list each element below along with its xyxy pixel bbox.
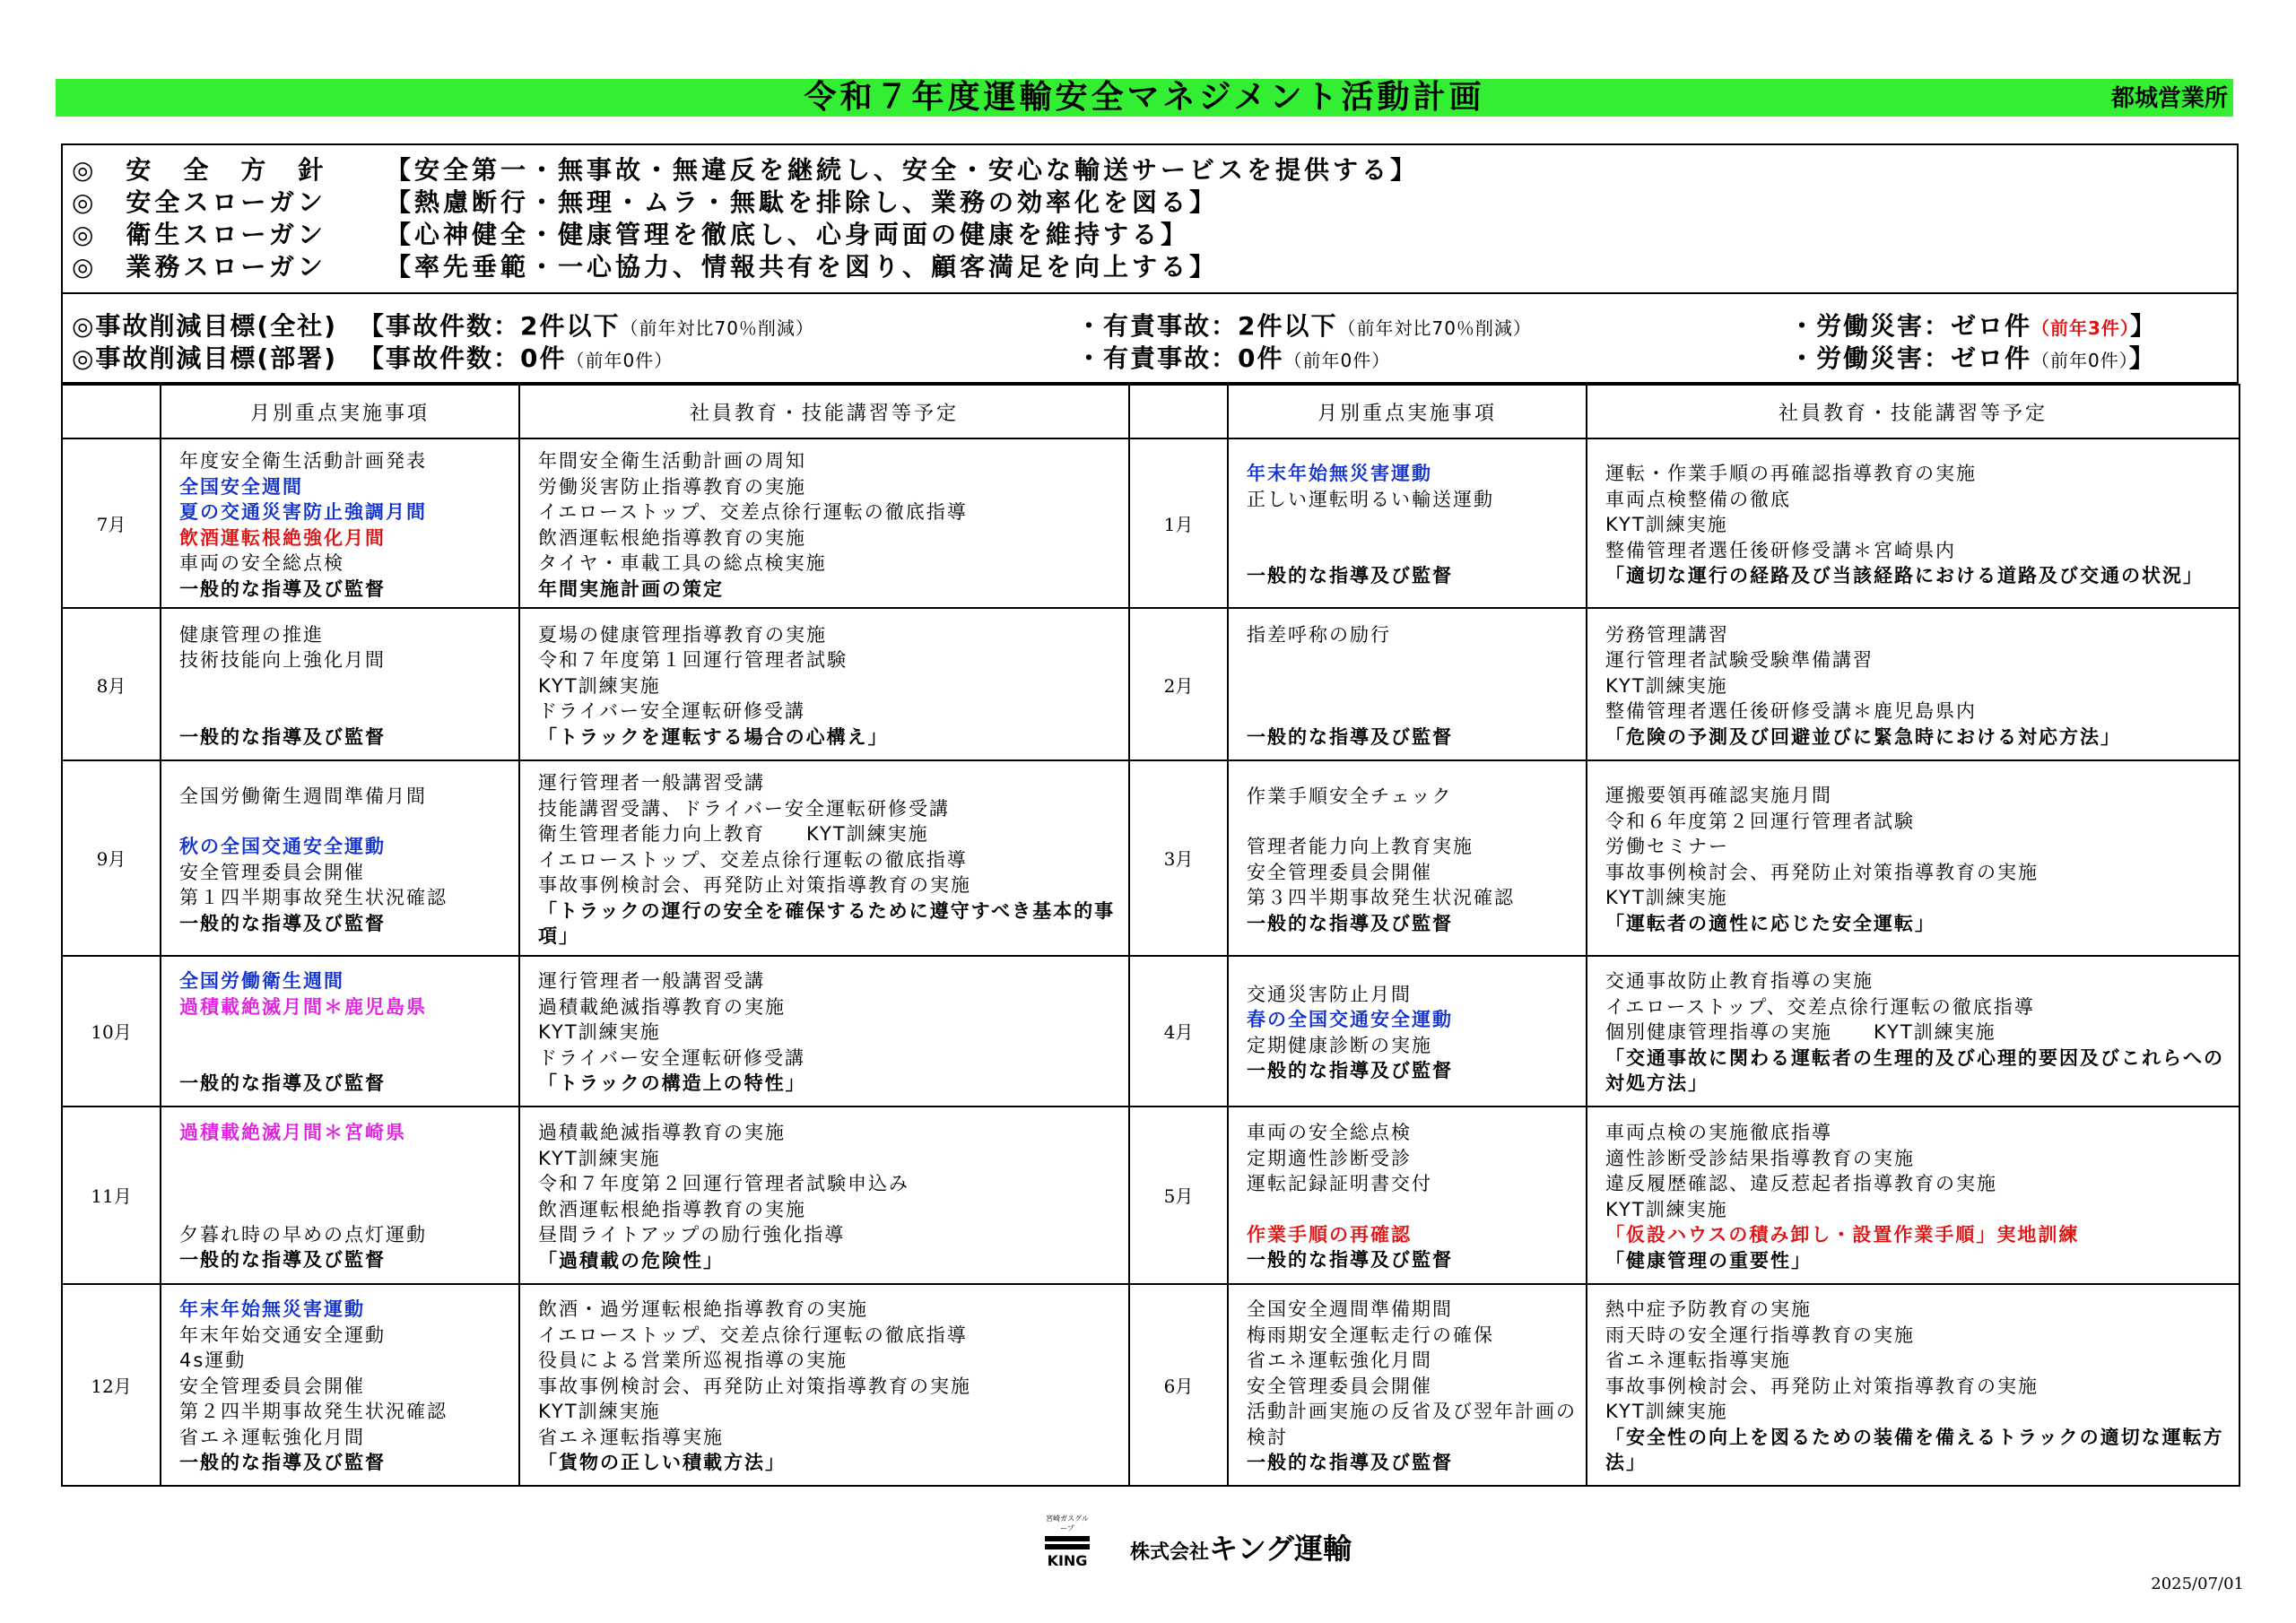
month-cell: 8月 <box>62 608 161 760</box>
list-item: 一般的な指導及び監督 <box>179 912 386 934</box>
list-item: 飲酒運転根絶指導教育の実施 <box>538 526 806 549</box>
policy-text: 【安全第一・無事故・無違反を継続し、安全・安心な輸送サービスを提供する】 <box>386 155 1420 185</box>
spacer <box>179 673 513 725</box>
brand-name: KING <box>1047 1552 1088 1569</box>
list-item: 一般的な指導及び監督 <box>1247 1060 1453 1081</box>
list-item: 「交通事故に関わる運転者の生理的及び心理的要因及びこれらへの対処方法」 <box>1605 1046 2224 1095</box>
list-item: 一般的な指導及び監督 <box>179 725 386 748</box>
education-cell <box>1587 956 2239 1107</box>
table-row <box>62 1284 2239 1486</box>
list-item: KYT訓練実施 <box>538 1401 661 1423</box>
list-item: 過積載絶滅指導教育の実施 <box>538 995 786 1018</box>
logo-bars-icon <box>1045 1536 1090 1549</box>
document-date: 2025/07/01 <box>2151 1575 2244 1593</box>
table-row <box>62 608 2239 760</box>
list-item: イエローストップ、交差点徐行運転の徹底指導 <box>1605 995 2035 1018</box>
list-item: 労務管理講習 <box>1605 623 1729 646</box>
list-item: 「仮設ハウスの積み卸し・設置作業手順」実地訓練 <box>1605 1224 2080 1245</box>
title-bar <box>56 79 2233 117</box>
list-item: 事故事例検討会、再発防止対策指導教育の実施 <box>538 1375 971 1397</box>
list-item: 正しい運転明るい輸送運動 <box>1247 488 1494 510</box>
list-item: 技能講習受講、ドライバー安全運転研修受講 <box>538 797 950 820</box>
list-item: 定期適性診断受診 <box>1247 1147 1412 1169</box>
list-item: 運転・作業手順の再確認指導教育の実施 <box>1605 463 1977 485</box>
education-cell <box>1587 438 2239 608</box>
month-cell: 12月 <box>62 1284 161 1486</box>
target-labor: ・労働災害：ゼロ件（前年0件）】 <box>1789 343 2156 373</box>
focus-cell <box>161 956 519 1107</box>
focus-cell <box>161 1284 519 1486</box>
month-header <box>1129 385 1228 438</box>
list-item: 年度安全衛生活動計画発表 <box>179 450 427 472</box>
spacer <box>1247 648 1580 725</box>
policy-row <box>72 251 2228 283</box>
focus-cell <box>161 760 519 956</box>
list-item: 年末年始交通安全運動 <box>179 1324 386 1346</box>
list-item: 4s運動 <box>179 1350 247 1372</box>
spacer <box>1247 1197 1580 1222</box>
table-row <box>62 760 2239 956</box>
list-item: 技術技能向上強化月間 <box>179 649 386 672</box>
list-item: 一般的な指導及び監督 <box>179 1072 386 1095</box>
list-item: 一般的な指導及び監督 <box>1247 1249 1453 1271</box>
focus-cell <box>161 438 519 608</box>
month-cell: 1月 <box>1129 438 1228 608</box>
list-item: 「危険の予測及び回避並びに緊急時における対応方法」 <box>1605 725 2121 748</box>
list-item: 個別健康管理指導の実施 KYT訓練実施 <box>1605 1021 1996 1044</box>
focus-cell <box>1228 956 1587 1107</box>
list-item: ドライバー安全運転研修受講 <box>538 700 805 723</box>
target-labor: ・労働災害：ゼロ件（前年3件）】 <box>1789 311 2157 341</box>
list-item: KYT訓練実施 <box>1605 1198 1728 1220</box>
list-item: 事故事例検討会、再発防止対策指導教育の実施 <box>1605 861 2039 883</box>
list-item: 「トラックを運転する場合の心構え」 <box>538 725 889 748</box>
target-row-department <box>72 339 2228 371</box>
list-item: イエローストップ、交差点徐行運転の徹底指導 <box>538 1324 968 1346</box>
list-item: 一般的な指導及び監督 <box>1247 565 1453 587</box>
list-item: 安全管理委員会開催 <box>1247 861 1432 883</box>
education-cell <box>519 1107 1129 1284</box>
education-cell <box>1587 760 2239 956</box>
list-item: 活動計画実施の反省及び翌年計画の検討 <box>1247 1401 1577 1448</box>
target-label: ◎事故削減目標(全社) <box>72 311 338 341</box>
education-header: 社員教育・技能講習等予定 <box>1587 385 2239 438</box>
list-item: 令和６年度第２回運行管理者試験 <box>1605 810 1915 832</box>
list-item: 夏の交通災害防止強調月間 <box>179 501 427 523</box>
list-item: 一般的な指導及び監督 <box>1247 725 1453 748</box>
list-item: 安全管理委員会開催 <box>179 861 365 883</box>
spacer <box>1247 512 1580 563</box>
policy-row <box>72 187 2228 219</box>
list-item: 飲酒運転根絶指導教育の実施 <box>538 1198 806 1220</box>
list-item: 指差呼称の励行 <box>1247 624 1391 646</box>
focus-cell <box>1228 438 1587 608</box>
list-item: 飲酒運転根絶強化月間 <box>179 526 386 549</box>
list-item: 運行管理者試験受験準備講習 <box>1605 649 1874 672</box>
list-item: 夕暮れ時の早めの点灯運動 <box>179 1223 427 1245</box>
target-accidents: 【事故件数：2件以下（前年対比70％削減） <box>359 311 814 341</box>
list-item: 年末年始無災害運動 <box>179 1298 365 1321</box>
list-item: 車両の安全総点検 <box>179 552 344 574</box>
list-item: 省エネ運転強化月間 <box>1247 1350 1432 1372</box>
focus-cell <box>1228 608 1587 760</box>
list-item: 全国労働衛生週間 <box>179 970 344 993</box>
page-title: 令和７年度運輸安全マネジメント活動計画 <box>804 79 1485 116</box>
list-item: 管理者能力向上教育実施 <box>1247 836 1474 857</box>
table-row <box>62 1107 2239 1284</box>
list-item: 過積載絶滅月間＊鹿児島県 <box>179 995 427 1018</box>
king-logo-mark <box>1045 1514 1090 1569</box>
policy-label: ◎ 安全スローガン <box>72 187 326 217</box>
list-item: 「適切な運行の経路及び当該経路における道路及び交通の状況」 <box>1605 565 2204 587</box>
list-item: 「貨物の正しい積載方法」 <box>538 1452 786 1474</box>
focus-cell <box>161 608 519 760</box>
focus-header: 月別重点実施事項 <box>1228 385 1587 438</box>
education-cell <box>519 956 1129 1107</box>
list-item: 労働災害防止指導教育の実施 <box>538 475 806 498</box>
list-item: 「安全性の向上を図るための装備を備えるトラックの適切な運転方法」 <box>1605 1426 2224 1474</box>
list-item: 第３四半期事故発生状況確認 <box>1247 887 1515 908</box>
list-item: 労働セミナー <box>1605 836 1729 858</box>
list-item: KYT訓練実施 <box>538 1021 661 1044</box>
group-name: 宮崎ガスグループ <box>1046 1515 1089 1532</box>
list-item: 夏場の健康管理指導教育の実施 <box>538 623 827 646</box>
list-item: 一般的な指導及び監督 <box>1247 1452 1453 1474</box>
list-item: 衛生管理者能力向上教育 KYT訓練実施 <box>538 823 929 845</box>
monthly-plan-table <box>61 384 2240 1487</box>
table-row <box>62 956 2239 1107</box>
list-item: 省エネ運転指導実施 <box>538 1426 724 1448</box>
list-item: 交通事故防止教育指導の実施 <box>1605 970 1874 993</box>
list-item: 定期健康診断の実施 <box>1247 1034 1432 1056</box>
company-logo <box>1045 1514 1359 1576</box>
list-item: 過積載絶滅月間＊宮崎県 <box>179 1122 406 1144</box>
policy-row <box>72 154 2228 187</box>
month-cell: 6月 <box>1129 1284 1228 1486</box>
list-item: 運搬要領再確認実施月間 <box>1605 785 1832 807</box>
list-item: 事故事例検討会、再発防止対策指導教育の実施 <box>1605 1375 2039 1397</box>
list-item: 違反履歴確認、違反惹起者指導教育の実施 <box>1605 1173 1997 1194</box>
table-row <box>62 438 2239 608</box>
month-cell: 7月 <box>62 438 161 608</box>
list-item: 運行管理者一般講習受講 <box>538 772 765 794</box>
list-item: 年間安全衛生活動計画の周知 <box>538 450 806 472</box>
list-item: 「トラックの運行の安全を確保するために遵守すべき基本的事項」 <box>538 899 1116 947</box>
list-item: 昼間ライトアップの励行強化指導 <box>538 1224 846 1245</box>
month-cell: 11月 <box>62 1107 161 1284</box>
focus-cell <box>1228 1284 1587 1486</box>
month-cell: 2月 <box>1129 608 1228 760</box>
list-item: KYT訓練実施 <box>538 1147 661 1169</box>
list-item: 作業手順安全チェック <box>1247 785 1453 807</box>
list-item: 一般的な指導及び監督 <box>1247 912 1453 934</box>
education-header: 社員教育・技能講習等予定 <box>519 385 1129 438</box>
list-item: 令和７年度第２回運行管理者試験申込み <box>538 1173 909 1194</box>
list-item: タイヤ・車載工具の総点検実施 <box>538 552 827 574</box>
list-item: 作業手順の再確認 <box>1247 1223 1412 1245</box>
list-item: 車両点検整備の徹底 <box>1605 488 1791 510</box>
list-item: 年間実施計画の策定 <box>538 577 724 600</box>
education-cell <box>519 1284 1129 1486</box>
list-item: 過積載絶滅指導教育の実施 <box>538 1122 786 1143</box>
list-item: 車両点検の実施徹底指導 <box>1605 1122 1832 1143</box>
list-item: 運転記録証明書交付 <box>1247 1173 1432 1195</box>
list-item: 雨天時の安全運行指導教育の実施 <box>1605 1324 1915 1346</box>
list-item: 春の全国交通安全運動 <box>1247 1009 1453 1030</box>
list-item: KYT訓練実施 <box>1605 674 1728 697</box>
list-item: 全国安全週間準備期間 <box>1247 1298 1453 1321</box>
list-item: KYT訓練実施 <box>1605 887 1728 909</box>
list-item: 第１四半期事故発生状況確認 <box>179 887 448 908</box>
list-item: 秋の全国交通安全運動 <box>179 836 386 857</box>
education-cell <box>1587 608 2239 760</box>
list-item: 飲酒・過労運転根絶指導教育の実施 <box>538 1298 868 1321</box>
office-name: 都城営業所 <box>2110 85 2228 112</box>
focus-header: 月別重点実施事項 <box>161 385 519 438</box>
list-item: 整備管理者選任後研修受講＊宮崎県内 <box>1605 539 1956 561</box>
list-item: 適性診断受診結果指導教育の実施 <box>1605 1147 1915 1169</box>
policy-row <box>72 219 2228 251</box>
list-item: KYT訓練実施 <box>1605 514 1728 536</box>
accident-targets <box>61 294 2239 384</box>
list-item: イエローストップ、交差点徐行運転の徹底指導 <box>538 501 968 523</box>
list-item: 安全管理委員会開催 <box>1247 1375 1432 1397</box>
list-item: 「運転者の適性に応じた安全運転」 <box>1605 912 1935 934</box>
spacer <box>179 1020 513 1071</box>
list-item: 一般的な指導及び監督 <box>179 1452 386 1474</box>
list-item: 「健康管理の重要性」 <box>1605 1249 1812 1271</box>
list-item: 健康管理の推進 <box>179 623 324 646</box>
list-item: 整備管理者選任後研修受講＊鹿児島県内 <box>1605 700 1977 723</box>
policy-label: ◎ 衛生スローガン <box>72 220 326 249</box>
focus-cell <box>1228 760 1587 956</box>
education-cell <box>519 760 1129 956</box>
spacer <box>1247 809 1580 834</box>
month-cell: 3月 <box>1129 760 1228 956</box>
list-item: 交通災害防止月間 <box>1247 983 1412 1005</box>
focus-cell <box>161 1107 519 1284</box>
target-label: ◎事故削減目標(部署) <box>72 343 338 373</box>
table-header-row <box>62 385 2239 438</box>
list-item: 役員による営業所巡視指導の実施 <box>538 1350 848 1372</box>
spacer <box>179 809 513 834</box>
month-cell: 5月 <box>1129 1107 1228 1284</box>
spacer <box>179 1146 513 1222</box>
education-cell <box>519 438 1129 608</box>
policy-box <box>61 143 2239 294</box>
policy-text: 【率先垂範・一心協力、情報共有を図り、顧客満足を向上する】 <box>386 252 1219 282</box>
list-item: KYT訓練実施 <box>538 674 661 697</box>
list-item: 一般的な指導及び監督 <box>179 577 386 600</box>
list-item: 一般的な指導及び監督 <box>179 1249 386 1271</box>
list-item: 省エネ運転強化月間 <box>179 1426 365 1448</box>
list-item: 車両の安全総点検 <box>1247 1122 1412 1144</box>
list-item: 安全管理委員会開催 <box>179 1375 365 1397</box>
education-cell <box>519 608 1129 760</box>
list-item: 年末年始無災害運動 <box>1247 463 1432 485</box>
target-liability: ・有責事故：0件（前年0件） <box>1076 343 1391 373</box>
list-item: 第２四半期事故発生状況確認 <box>179 1401 448 1423</box>
education-cell <box>1587 1284 2239 1486</box>
list-item: 令和７年度第１回運行管理者試験 <box>538 649 848 672</box>
month-cell: 9月 <box>62 760 161 956</box>
target-accidents: 【事故件数：0件（前年0件） <box>359 343 674 373</box>
list-item: 「トラックの構造上の特性」 <box>538 1072 806 1095</box>
month-header <box>62 385 161 438</box>
company-name: 株式会社キング運輸 <box>1130 1532 1352 1566</box>
target-liability: ・有責事故：2件以下（前年対比70％削減） <box>1076 311 1532 341</box>
policy-label: ◎ 業務スローガン <box>72 252 326 282</box>
list-item: 全国安全週間 <box>179 475 303 498</box>
policy-label: ◎ 安 全 方 針 <box>72 155 327 185</box>
target-row-company <box>72 307 2228 339</box>
list-item: ドライバー安全運転研修受講 <box>538 1046 805 1069</box>
policy-text: 【心神健全・健康管理を徹底し、心身両面の健康を維持する】 <box>386 220 1190 249</box>
list-item: 省エネ運転指導実施 <box>1605 1350 1791 1372</box>
month-cell: 10月 <box>62 956 161 1107</box>
list-item: イエローストップ、交差点徐行運転の徹底指導 <box>538 848 968 871</box>
list-item: 「過積載の危険性」 <box>538 1249 724 1271</box>
list-item: 熱中症予防教育の実施 <box>1605 1298 1812 1321</box>
education-cell <box>1587 1107 2239 1284</box>
list-item: 運行管理者一般講習受講 <box>538 970 765 993</box>
policy-text: 【熱慮断行・無理・ムラ・無駄を排除し、業務の効率化を図る】 <box>386 187 1219 217</box>
list-item: 全国労働衛生週間準備月間 <box>179 785 427 807</box>
month-cell: 4月 <box>1129 956 1228 1107</box>
focus-cell <box>1228 1107 1587 1284</box>
list-item: 梅雨期安全運転走行の確保 <box>1247 1324 1494 1346</box>
list-item: 事故事例検討会、再発防止対策指導教育の実施 <box>538 874 971 896</box>
list-item: KYT訓練実施 <box>1605 1401 1728 1423</box>
